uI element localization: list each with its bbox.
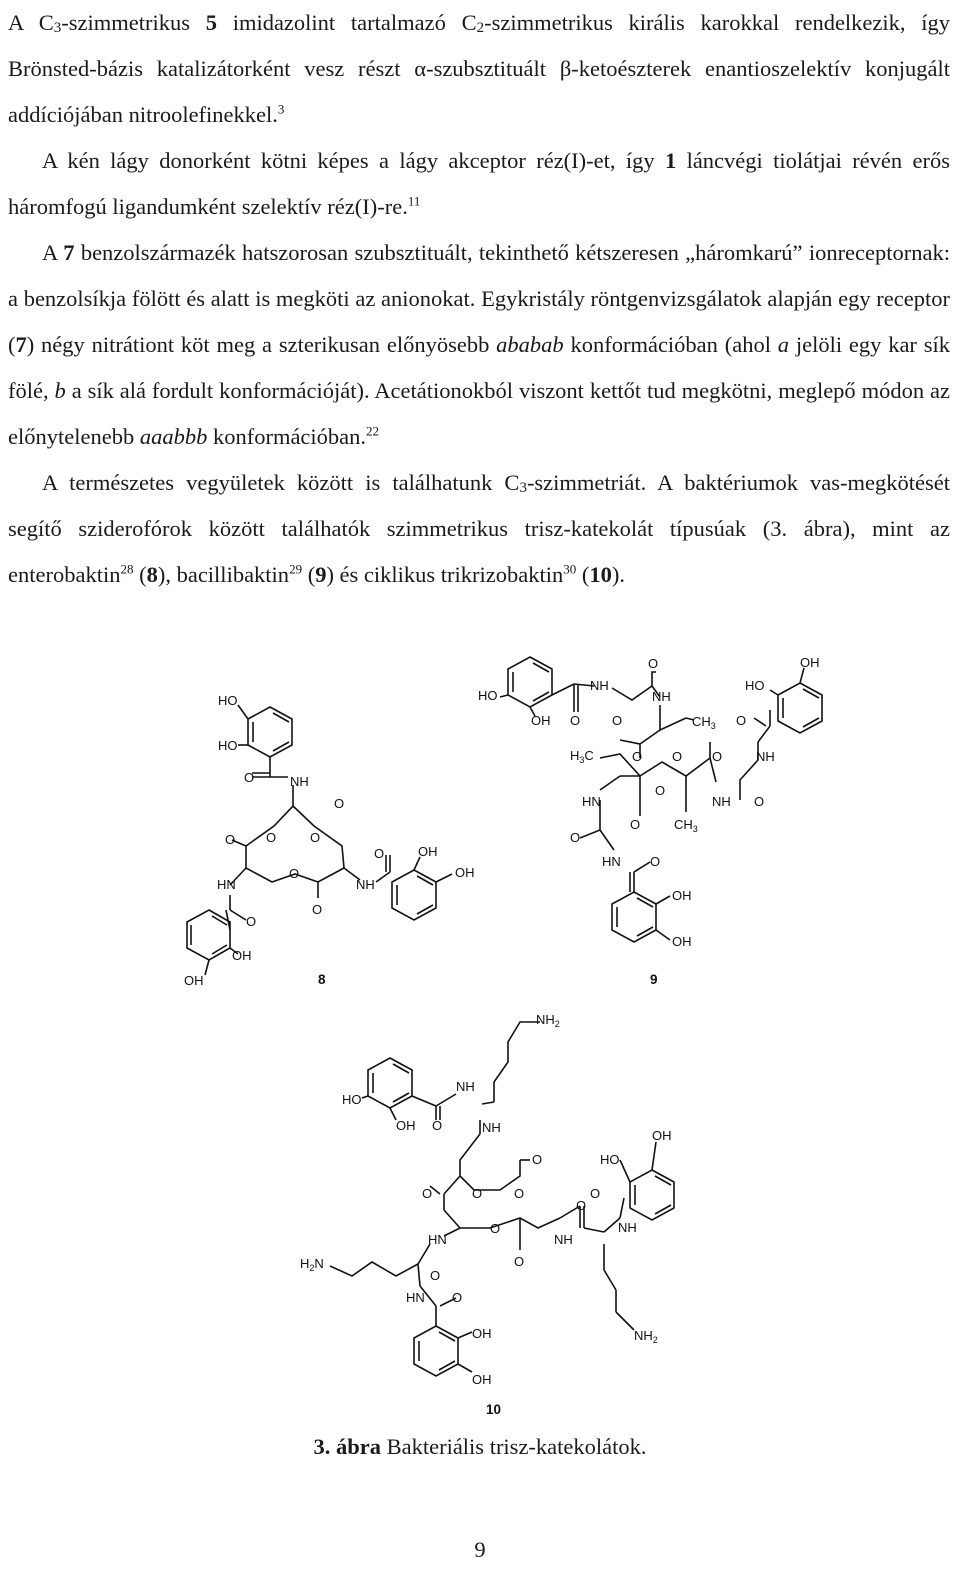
compound-ref: 7 [63,240,75,265]
svg-text:O: O [452,1290,463,1305]
svg-text:O: O [225,832,236,847]
svg-text:NH: NH [652,689,671,704]
svg-text:O: O [246,914,257,929]
svg-text:O: O [266,830,277,845]
atom-labels-enterobactin [184,693,475,988]
citation: 11 [407,193,421,209]
citation: 29 [289,561,303,577]
svg-text:HO: HO [218,738,238,753]
svg-text:O: O [374,846,385,861]
svg-text:O: O [490,1221,501,1236]
svg-text:OH: OH [418,844,438,859]
text-run: ( [133,562,147,587]
svg-text:HN: HN [217,877,236,892]
svg-text:HO: HO [218,693,238,708]
svg-text:OH: OH [472,1326,492,1341]
svg-text:O: O [576,1198,587,1213]
svg-text:OH: OH [455,865,475,880]
svg-text:O: O [590,1186,601,1201]
svg-text:NH2: $NH_2$ [634,1328,658,1345]
text-run: -szimmetriát. A baktériumok vas-megkötését segítő sziderofórok között találhatók szimmetrikus trisz-katekolát típusúak (3. ábra), mint az enterobaktin [8,470,950,587]
svg-text:NH: NH [618,1220,637,1235]
text-run: -szimmetrikus [61,10,206,35]
svg-text:HN: HN [406,1290,425,1305]
svg-text:OH: OH [672,888,692,903]
svg-text:OH: OH [531,713,551,728]
svg-text:HN: HN [582,794,601,809]
text-run: ). [611,562,626,587]
svg-text:H2N: $H_2N$ [300,1256,324,1273]
compound-ref: 5 [205,10,217,35]
svg-text:O: O [655,783,666,798]
text-run: A természetes vegyületek között is találhatunk C [42,470,520,495]
svg-text:O: O [312,902,323,917]
svg-text:O: O [570,830,581,845]
svg-text:HN: HN [602,854,621,869]
svg-text:O: O [650,854,661,869]
text-run: jelöli egy kar sík fölé, [8,332,951,403]
svg-text:O: O [514,1254,525,1269]
text-run: ) és ciklikus trikrizobaktin [326,562,564,587]
text-run: konformációban (ahol [563,332,778,357]
svg-text:O: O [334,796,345,811]
svg-text:O: O [712,749,723,764]
svg-text:O: O [430,1268,441,1283]
page-number: 9 [474,1537,486,1562]
text-run: ( [302,562,316,587]
svg-text:O: O [432,1118,443,1133]
svg-text:O: O [422,1186,433,1201]
svg-text:O: O [532,1152,543,1167]
svg-text:OH: OH [672,934,692,949]
svg-text:OH: OH [472,1372,492,1387]
svg-text:O: O [648,656,659,671]
svg-text:O: O [632,749,643,764]
citation: 28 [120,561,134,577]
svg-text:OH: OH [232,948,252,963]
svg-text:O: O [472,1186,483,1201]
subscript: 3 [53,20,62,36]
svg-text:O: O [310,830,321,845]
text-run: -szimmetrikus királis karokkal rendelkezik, így Brönsted-bázis katalizátorként vesz részt α-szubsztituált β-ketoészterek enantioszelektív konjugált addíciójában nitroolefinekkel. [8,10,951,127]
svg-text:OH: OH [184,973,204,988]
text-run: ) négy nitrátiont köt meg a szterikusan előnyösebb [26,332,497,357]
svg-text:CH3: $CH_3$ [674,817,698,834]
svg-text:O: O [672,749,683,764]
text-run: A C [8,10,54,35]
svg-text:NH: NH [356,877,375,892]
compound-label-10: 10 [486,1402,502,1417]
svg-text:NH: NH [756,749,775,764]
svg-text:NH: NH [712,794,731,809]
svg-text:NH: NH [456,1079,475,1094]
text-run: a sík alá fordult konformációját). Acetátionokból viszont kettőt tud megkötni, meglepő módon az előnytelenebb [8,378,950,449]
svg-text:O: O [289,866,300,881]
citation: 3 [277,101,285,117]
caption-text: Bakteriális trisz-katekolátok. [380,1434,647,1459]
atom-labels-trichrysobactin [300,1012,672,1417]
text-run: A kén lágy donorként kötni képes a lágy akceptor réz(I)-et, így [42,148,665,173]
svg-text:O: O [630,817,641,832]
italic-term: aaabbb [139,424,208,449]
subscript: 2 [476,20,485,36]
svg-text:HO: HO [600,1152,620,1167]
subscript: 3 [519,480,527,496]
svg-text:NH: NH [290,774,309,789]
svg-text:OH: OH [396,1118,416,1133]
compound-ref: 8 [146,562,158,587]
text-run: A [42,240,64,265]
citation: 30 [563,561,577,577]
text-run: imidazolint tartalmazó C [216,10,477,35]
text-run: láncvégi tiolátjai révén erős háromfogú ligandumként szelektív réz(I)-re. [8,148,950,219]
italic-term: a [777,332,790,357]
svg-text:O: O [754,794,765,809]
text-run: ), bacillibaktin [157,562,290,587]
atom-labels-bacillibactin [478,655,820,987]
svg-text:HO: HO [745,678,765,693]
svg-text:O: O [514,1186,525,1201]
svg-text:OH: OH [652,1128,672,1143]
compound-ref: 9 [315,562,327,587]
compound-label-9: 9 [650,972,658,987]
svg-text:OH: OH [800,655,820,670]
svg-text:O: O [244,770,255,785]
citation: 22 [366,423,380,439]
structure-trichrysobactin [330,1022,674,1376]
compound-ref: 10 [589,562,612,587]
compound-ref: 1 [664,148,677,173]
italic-term: b [54,378,66,403]
svg-text:O: O [570,713,581,728]
svg-text:HO: HO [478,688,498,703]
svg-text:CH3: $CH_3$ [692,714,716,731]
svg-text:O: O [612,713,623,728]
text-run: konformációban. [207,424,367,449]
svg-text:NH2: $NH_2$ [536,1012,560,1029]
svg-text:H3C: $H_3C$ [570,748,594,765]
text-run: benzolszármazék hatszorosan szubsztituált, tekinthető kétszeresen „háromkarú” ionreceptornak: a benzolsíkja fölött és alatt is megköti az anionokat. Egykristály röntgenvizsgálatok alapján egy receptor ( [8,240,950,357]
compound-ref: 7 [15,332,27,357]
text-run: ( [576,562,590,587]
svg-text:NH: NH [554,1232,573,1247]
caption-label: 3. ábra [313,1434,381,1459]
svg-text:NH: NH [590,678,609,693]
svg-text:NH: NH [482,1120,501,1135]
italic-term: ababab [496,332,564,357]
figure-caption [0,1434,960,1460]
svg-text:HN: HN [428,1232,447,1247]
svg-text:O: O [736,713,747,728]
compound-label-8: 8 [318,972,326,987]
svg-text:HO: HO [342,1092,362,1107]
